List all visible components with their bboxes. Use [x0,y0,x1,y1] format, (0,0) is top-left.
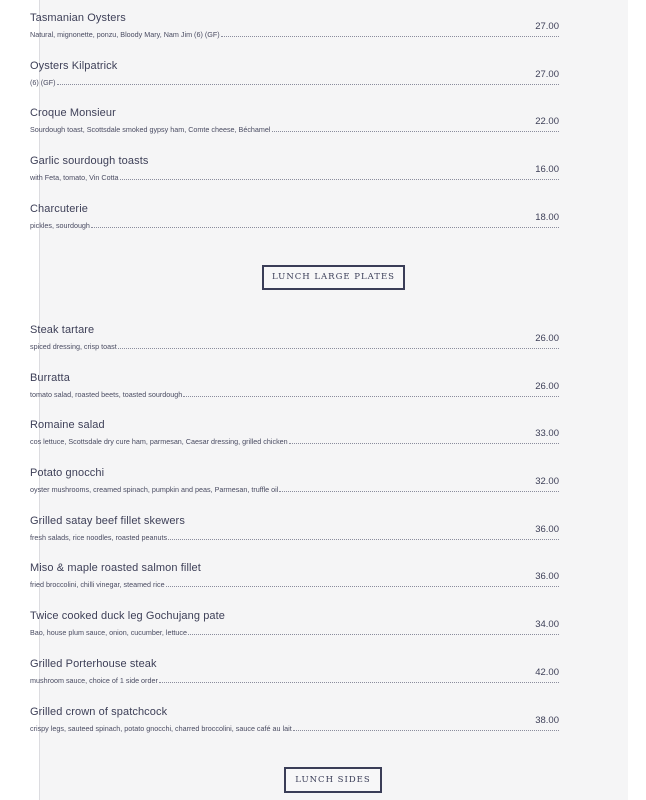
item-description: mushroom sauce, choice of 1 side order [30,675,158,685]
item-price: 33.00 [535,428,559,440]
dot-leader [293,730,559,731]
menu-item [30,407,559,455]
dot-leader [289,443,559,444]
item-price: 42.00 [535,666,559,678]
item-name: Miso & maple roasted salmon fillet [30,562,201,575]
item-name: Charcuterie [30,202,88,215]
menu-item [30,694,559,742]
menu-item [30,0,559,48]
menu-item [30,646,559,694]
menu-item [30,360,559,408]
item-description: spiced dressing, crisp toast [30,342,117,351]
section-header-sides: LUNCH SIDES [284,767,382,793]
item-price: 27.00 [535,21,559,32]
menu-item [30,48,559,96]
dot-leader [159,682,559,683]
menu-item [30,550,559,598]
item-name: Steak tartare [30,324,95,336]
item-description: Natural, mignonette, ponzu, Bloody Mary, Nam Jim (6) (GF) [30,30,220,39]
item-price: 36.00 [535,523,559,535]
dot-leader [118,348,559,349]
dot-leader [91,227,559,228]
item-price: 26.00 [535,333,559,344]
dot-leader [188,634,559,635]
dot-leader [183,396,559,397]
item-price: 16.00 [535,164,559,176]
menu-item [30,503,559,551]
item-price: 27.00 [535,68,559,80]
item-price: 32.00 [535,476,559,488]
item-name: Oysters Kilpatrick [30,59,118,72]
menu-item [30,191,559,239]
item-description: (6) (GF) [30,77,56,87]
item-name: Croque Monsieur [30,107,116,120]
item-price: 26.00 [535,380,559,392]
item-price: 38.00 [535,714,559,726]
item-price: 36.00 [535,571,559,583]
dot-leader [221,36,559,37]
item-description: pickles, sourdough [30,220,90,230]
small-plates-list [30,0,559,238]
item-description: Sourdough toast, Scottsdale smoked gypsy ham, Comte cheese, Béchamel [30,125,271,135]
item-description: fried broccolini, chilli vinegar, steamed rice [30,580,165,590]
item-description: oyster mushrooms, creamed spinach, pumpkin and peas, Parmesan, truffle oil [30,485,279,495]
item-name: Romaine salad [30,419,105,432]
item-name: Tasmanian Oysters [30,12,126,24]
large-plates-list [30,312,559,741]
item-price: 18.00 [535,211,559,223]
menu-item [30,598,559,646]
item-name: Potato gnocchi [30,467,105,480]
item-name: Grilled satay beef fillet skewers [30,514,185,527]
item-description: Bao, house plum sauce, onion, cucumber, lettuce [30,628,188,638]
item-price: 34.00 [535,619,559,631]
menu-item [30,455,559,503]
dot-leader [279,491,559,492]
item-price: 22.00 [535,116,559,128]
dot-leader [166,586,559,587]
menu-item [30,143,559,191]
item-name: Garlic sourdough toasts [30,155,149,168]
item-description: with Feta, tomato, Vin Cotta [30,173,119,183]
item-description: cos lettuce, Scottsdale dry cure ham, parmesan, Caesar dressing, grilled chicken [30,437,288,447]
menu-item [30,312,559,360]
item-description: tomato salad, roasted beets, toasted sourdough [30,389,183,399]
item-name: Grilled crown of spatchcock [30,705,168,718]
dot-leader [168,539,559,540]
dot-leader [120,179,559,180]
item-name: Twice cooked duck leg Gochujang pate [30,610,225,623]
item-description: crispy legs, sauteed spinach, potato gnocchi, charred broccolini, sauce café au lait [30,723,292,733]
menu-item [30,95,559,143]
dot-leader [272,131,559,132]
section-header-large-plates: LUNCH LARGE PLATES [262,265,405,290]
item-name: Burratta [30,371,70,384]
item-name: Grilled Porterhouse steak [30,657,157,670]
item-description: fresh salads, rice noodles, roasted peanuts [30,532,168,542]
dot-leader [57,84,559,85]
